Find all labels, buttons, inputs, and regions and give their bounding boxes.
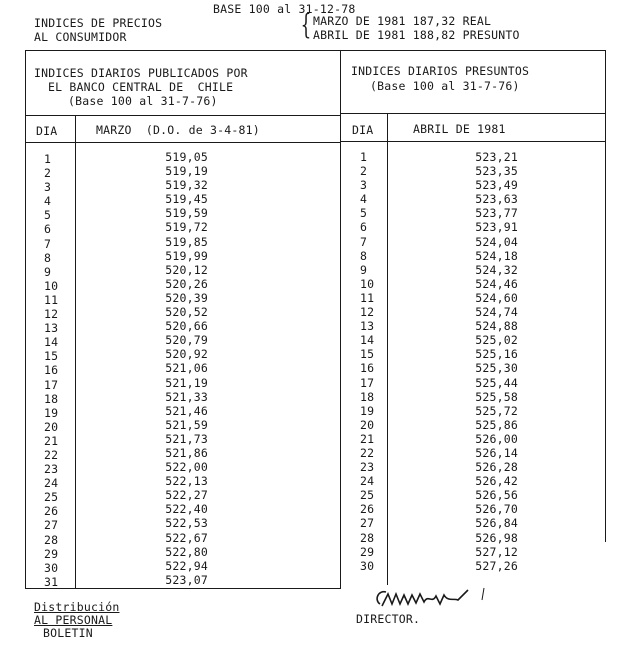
april-value-cell: 523,77 <box>475 206 518 221</box>
march-day-cell: 12 <box>44 307 59 322</box>
march-value-cell: 520,79 <box>165 333 208 348</box>
table-bottom-left-border <box>25 588 341 589</box>
april-value-cell: 524,60 <box>475 290 518 305</box>
march-day-cell: 2 <box>44 166 52 181</box>
right-day-column-rule <box>387 113 388 585</box>
april-value-cell: 524,74 <box>475 305 518 320</box>
table-right-border <box>605 50 606 542</box>
march-value-cell: 521,59 <box>165 417 208 432</box>
march-value-cell: 520,26 <box>165 276 208 291</box>
march-day-cell: 10 <box>44 278 59 293</box>
april-day-cell: 28 <box>360 530 375 545</box>
april-day-cell: 4 <box>360 192 368 207</box>
april-day-cell: 8 <box>360 248 368 263</box>
april-day-cell: 7 <box>360 234 368 249</box>
april-value-cell: 523,21 <box>475 150 518 164</box>
april-value-cell: 526,42 <box>475 474 518 489</box>
left-title-rule <box>25 115 341 116</box>
march-day-cell: 24 <box>44 476 59 491</box>
march-value-cell: 522,80 <box>165 544 208 559</box>
april-day-cell: 21 <box>360 431 375 446</box>
april-value-column <box>460 150 518 573</box>
march-value-cell: 520,39 <box>165 290 208 305</box>
april-day-cell: 25 <box>360 488 375 503</box>
march-day-cell: 11 <box>44 292 59 307</box>
march-day-cell: 6 <box>44 222 52 237</box>
march-day-cell: 7 <box>44 236 52 251</box>
march-value-cell: 521,19 <box>165 375 208 390</box>
distribution-boletin: BOLETIN <box>43 626 93 640</box>
april-value-cell: 527,26 <box>475 558 518 573</box>
march-day-cell: 30 <box>44 560 59 575</box>
march-value-cell: 519,45 <box>165 192 208 207</box>
march-day-cell: 3 <box>44 180 52 195</box>
april-day-cell: 22 <box>360 445 375 460</box>
march-value-cell: 522,94 <box>165 558 208 573</box>
march-day-cell: 25 <box>44 490 59 505</box>
march-day-cell: 18 <box>44 391 59 406</box>
march-day-cell: 31 <box>44 574 59 589</box>
march-value-cell: 521,86 <box>165 445 208 460</box>
april-value-cell: 525,02 <box>475 333 518 348</box>
april-day-cell: 15 <box>360 347 375 362</box>
april-day-cell: 27 <box>360 516 375 531</box>
march-value-cell: 521,73 <box>165 431 208 446</box>
left-day-column-rule <box>75 115 76 589</box>
april-value-cell: 523,91 <box>475 220 518 235</box>
april-column-header: ABRIL DE 1981 <box>413 122 506 136</box>
april-value-cell: 527,12 <box>475 544 518 559</box>
march-day-cell: 21 <box>44 433 59 448</box>
april-presumed-value: ABRIL DE 1981 188,82 PRESUNTO <box>313 28 520 42</box>
index-title-line2: AL CONSUMIDOR <box>34 30 127 44</box>
left-panel-title-line2: EL BANCO CENTRAL DE CHILE <box>48 80 234 94</box>
april-day-cell: 1 <box>360 150 368 164</box>
table-top-border <box>25 50 606 51</box>
april-value-cell: 525,58 <box>475 389 518 404</box>
april-day-cell: 13 <box>360 319 375 334</box>
april-day-cell: 26 <box>360 502 375 517</box>
march-day-cell: 26 <box>44 504 59 519</box>
march-day-cell: 22 <box>44 447 59 462</box>
april-value-cell: 524,18 <box>475 248 518 263</box>
right-panel-title-line1: INDICES DIARIOS PRESUNTOS <box>351 64 530 78</box>
march-value-cell: 519,72 <box>165 220 208 235</box>
march-value-cell: 522,27 <box>165 488 208 503</box>
march-day-cell: 23 <box>44 462 59 477</box>
march-value-cell: 522,53 <box>165 516 208 531</box>
march-value-column <box>150 150 208 587</box>
march-value-cell: 523,07 <box>165 572 208 587</box>
april-value-cell: 525,86 <box>475 417 518 432</box>
march-day-cell: 16 <box>44 363 59 378</box>
march-value-cell: 519,19 <box>165 164 208 179</box>
march-day-cell: 20 <box>44 419 59 434</box>
march-value-cell: 520,66 <box>165 319 208 334</box>
left-panel-title-line1: INDICES DIARIOS PUBLICADOS POR <box>34 66 248 80</box>
march-value-cell: 522,13 <box>165 474 208 489</box>
april-value-cell: 526,14 <box>475 445 518 460</box>
april-day-cell: 6 <box>360 220 368 235</box>
march-value-cell: 519,59 <box>165 206 208 221</box>
march-day-cell: 5 <box>44 208 52 223</box>
director-label: DIRECTOR. <box>356 612 421 626</box>
april-day-cell: 17 <box>360 375 375 390</box>
march-day-cell: 17 <box>44 377 59 392</box>
march-day-cell: 1 <box>44 152 52 166</box>
april-value-cell: 526,70 <box>475 502 518 517</box>
march-value-cell: 521,46 <box>165 403 208 418</box>
april-day-cell: 16 <box>360 361 375 376</box>
april-value-cell: 524,46 <box>475 276 518 291</box>
april-day-cell: 9 <box>360 262 368 277</box>
left-header-rule <box>25 142 341 143</box>
april-day-cell: 24 <box>360 474 375 489</box>
march-value-cell: 522,67 <box>165 530 208 545</box>
right-header-rule <box>340 141 606 142</box>
march-day-cell: 29 <box>44 546 59 561</box>
april-value-cell: 526,84 <box>475 516 518 531</box>
april-day-cell: 2 <box>360 164 368 179</box>
march-value-cell: 519,99 <box>165 248 208 263</box>
base-heading: BASE 100 al 31-12-78 <box>213 2 356 16</box>
march-day-cell: 9 <box>44 264 52 279</box>
april-day-cell: 20 <box>360 417 375 432</box>
right-panel-title-line2: (Base 100 al 31-7-76) <box>370 79 520 93</box>
march-day-cell: 28 <box>44 532 59 547</box>
march-day-cell: 8 <box>44 250 52 265</box>
april-day-cell: 10 <box>360 276 375 291</box>
april-day-cell: 29 <box>360 544 375 559</box>
april-day-cell: 14 <box>360 333 375 348</box>
april-day-cell: 11 <box>360 290 375 305</box>
march-day-cell: 19 <box>44 405 59 420</box>
march-value-cell: 519,32 <box>165 178 208 193</box>
march-real-value: MARZO DE 1981 187,32 REAL <box>313 14 492 28</box>
april-value-cell: 525,16 <box>475 347 518 362</box>
april-day-cell: 19 <box>360 403 375 418</box>
distribution-personal: AL PERSONAL <box>34 613 113 627</box>
april-value-cell: 524,88 <box>475 319 518 334</box>
march-day-column <box>44 152 64 589</box>
april-value-cell: 523,63 <box>475 192 518 207</box>
march-day-cell: 15 <box>44 349 59 364</box>
march-column-header: MARZO (D.O. de 3-4-81) <box>96 123 260 137</box>
april-day-cell: 23 <box>360 460 375 475</box>
april-value-cell: 523,49 <box>475 178 518 193</box>
april-value-cell: 525,30 <box>475 361 518 376</box>
april-value-cell: 525,72 <box>475 403 518 418</box>
march-day-cell: 27 <box>44 518 59 533</box>
right-header-rule-top <box>340 113 606 114</box>
director-signature <box>372 582 512 616</box>
april-value-cell: 524,32 <box>475 262 518 277</box>
march-value-cell: 520,92 <box>165 347 208 362</box>
april-day-cell: 18 <box>360 389 375 404</box>
march-value-cell: 519,05 <box>165 150 208 164</box>
march-day-cell: 13 <box>44 321 59 336</box>
left-panel-title-line3: (Base 100 al 31-7-76) <box>68 94 218 108</box>
april-day-column <box>360 150 380 573</box>
march-value-cell: 520,12 <box>165 262 208 277</box>
distribution-label: Distribución <box>34 600 120 614</box>
march-value-cell: 521,06 <box>165 361 208 376</box>
brace-glyph: { <box>300 8 312 41</box>
april-day-cell: 30 <box>360 558 375 573</box>
march-day-cell: 14 <box>44 335 59 350</box>
march-value-cell: 519,85 <box>165 234 208 249</box>
march-value-cell: 521,33 <box>165 389 208 404</box>
april-value-cell: 524,04 <box>475 234 518 249</box>
april-value-cell: 525,44 <box>475 375 518 390</box>
april-day-cell: 12 <box>360 305 375 320</box>
left-day-header: DIA <box>36 124 58 138</box>
april-day-cell: 5 <box>360 206 368 221</box>
table-left-border <box>25 50 26 589</box>
table-center-divider <box>340 50 341 589</box>
index-title-line1: INDICES DE PRECIOS <box>34 16 163 30</box>
march-value-cell: 522,40 <box>165 502 208 517</box>
right-day-header: DIA <box>352 123 374 137</box>
march-day-cell: 4 <box>44 194 52 209</box>
march-value-cell: 520,52 <box>165 305 208 320</box>
april-value-cell: 526,56 <box>475 488 518 503</box>
april-value-cell: 523,35 <box>475 164 518 179</box>
april-value-cell: 526,00 <box>475 431 518 446</box>
april-value-cell: 526,28 <box>475 460 518 475</box>
april-day-cell: 3 <box>360 178 368 193</box>
march-value-cell: 522,00 <box>165 460 208 475</box>
april-value-cell: 526,98 <box>475 530 518 545</box>
